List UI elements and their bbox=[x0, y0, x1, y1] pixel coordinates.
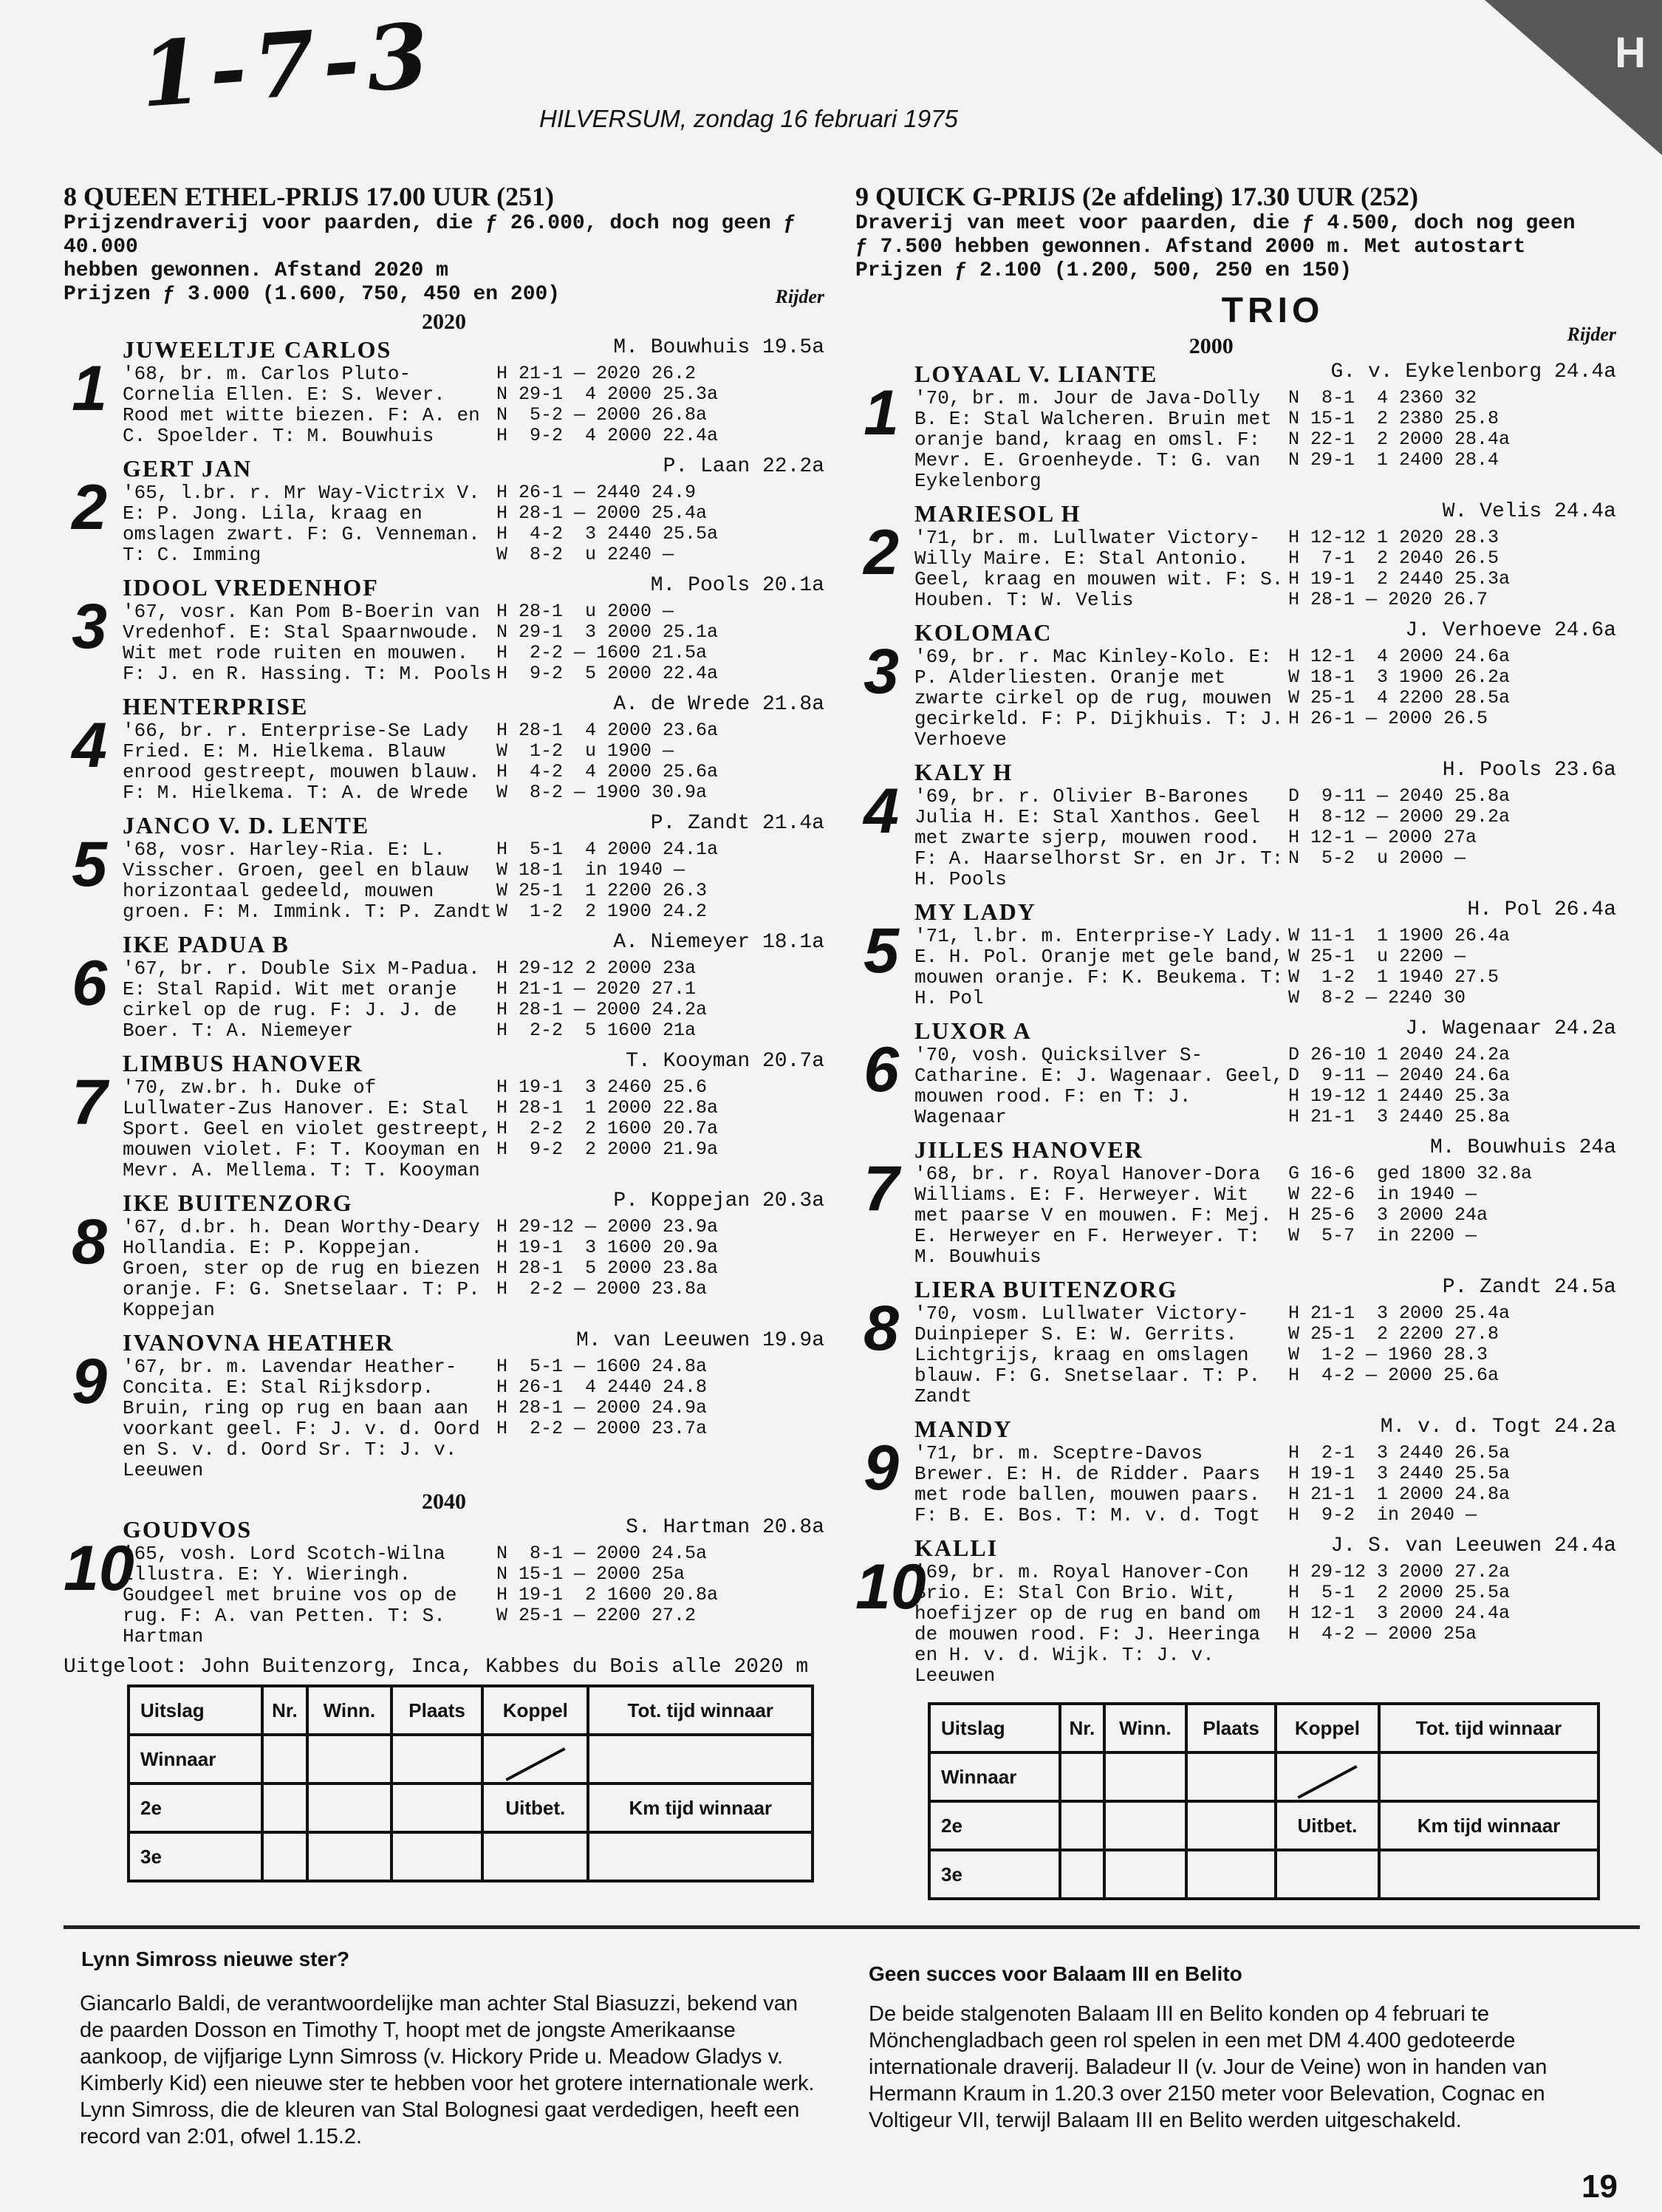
result-line: G 16-6 ged 1800 32.8a bbox=[1288, 1163, 1533, 1184]
driver-record: J. Wagenaar 24.2a bbox=[1405, 1017, 1616, 1040]
start-number: 2 bbox=[864, 517, 899, 588]
driver-record: G. v. Eykelenborg 24.4a bbox=[1330, 361, 1616, 383]
table-cell[interactable] bbox=[1060, 1801, 1104, 1850]
horse-entry bbox=[64, 1516, 824, 1647]
result-line: H 19-1 2 2440 25.3a bbox=[1288, 568, 1511, 590]
horse-name: KOLOMAC bbox=[914, 619, 1053, 646]
divider-line bbox=[64, 1925, 1640, 1929]
result-line: H 2-2 5 1600 21a bbox=[496, 1020, 697, 1041]
horse-description: '65, vosh. Lord Scotch-Wilna Illustra. E: Y. Wieringh. Goudgeel met bruine vos op de rug. F: A. van Petten. T: S. Hartman bbox=[123, 1543, 457, 1648]
horse-name: MARIESOL H bbox=[914, 500, 1081, 527]
horse-name: GERT JAN bbox=[123, 455, 253, 482]
start-number: 8 bbox=[72, 1206, 107, 1277]
table-cell[interactable] bbox=[1379, 1752, 1598, 1801]
result-line: H 7-1 2 2040 26.5 bbox=[1288, 547, 1499, 569]
horse-name: LIMBUS HANOVER bbox=[123, 1050, 363, 1076]
result-line: H 8-12 — 2000 29.2a bbox=[1288, 806, 1511, 827]
race-results bbox=[1288, 646, 1510, 750]
horse-name: GOUDVOS bbox=[123, 1516, 253, 1543]
nr-header: Nr. bbox=[1060, 1704, 1104, 1752]
result-line: W 8-2 u 2240 — bbox=[496, 544, 674, 565]
result-line: W 25-1 4 2200 28.5a bbox=[1288, 687, 1511, 709]
table-cell[interactable] bbox=[1186, 1850, 1276, 1899]
result-line: H 12-1 3 2000 24.4a bbox=[1288, 1602, 1511, 1624]
table-cell[interactable] bbox=[262, 1783, 307, 1832]
third-label: 3e bbox=[929, 1850, 1060, 1899]
uitgeloot-note: Uitgeloot: John Buitenzorg, Inca, Kabbes du Bois alle 2020 m bbox=[64, 1656, 809, 1679]
result-line: N 5-2 u 2000 — bbox=[1288, 847, 1466, 869]
race-8-header: 8 QUEEN ETHEL-PRIJS 17.00 UUR (251) bbox=[64, 182, 555, 211]
start-number: 1 bbox=[864, 378, 899, 448]
horse-entry bbox=[855, 898, 1616, 1008]
result-line: H 19-12 1 2440 25.3a bbox=[1288, 1085, 1511, 1107]
news-2-body: De beide stalgenoten Balaam III en Belito konden op 4 februari te Mönchengladbach geen rol spelen in een met DM 4.400 gedoteerde internationale draverij. Baladeur II (v. Jour de Veine) won in handen van Hermann Kraum in 1.20.3 over 2150 meter voor Belevation, Cognac en Voltigeur VII, terwijl Balaam III en Belito werden uitgeschakeld. bbox=[869, 2002, 1548, 2132]
driver-record: M. van Leeuwen 19.9a bbox=[575, 1329, 824, 1352]
result-line: H 9-2 2 2000 21.9a bbox=[496, 1139, 719, 1160]
horse-name: JILLES HANOVER bbox=[914, 1136, 1143, 1163]
horse-entry bbox=[855, 619, 1616, 750]
trio-label: TRIO bbox=[1221, 291, 1324, 330]
winnaar-label: Winnaar bbox=[929, 1752, 1060, 1801]
start-number: 9 bbox=[72, 1346, 107, 1417]
news-1-body: Giancarlo Baldi, de verantwoordelijke man achter Stal Biasuzzi, bekend van de paarden Dosson en Timothy T, hoopt met de jongste Amerikaanse aankoop, de vijfjarige Lynn Simross (v. Hickory Pride u. Meadow Gladys v. Kimberly Kid) een nieuwe ster te hebben voor het grotere internationale werk. Lynn Simross, die de kleuren van Stal Bolognesi gaat verdedigen, heeft een record van 2:01, ofwel 1.15.2. bbox=[80, 1992, 815, 2148]
race-results bbox=[1288, 1045, 1510, 1127]
page-number: 19 bbox=[1581, 2168, 1618, 2205]
start-number: 1 bbox=[72, 353, 107, 424]
driver-record: P. Zandt 21.4a bbox=[650, 812, 824, 835]
horse-description: '71, br. m. Sceptre-Davos Brewer. E: H. de Ridder. Paars met rode ballen, mouwen paars. F: B. E. Bos. T: M. v. d. Togt bbox=[914, 1442, 1261, 1526]
table-cell[interactable] bbox=[391, 1735, 482, 1783]
horse-name: IDOOL VREDENHOF bbox=[123, 574, 379, 601]
driver-record: H. Pools 23.6a bbox=[1442, 759, 1616, 782]
result-line: W 1-2 u 1900 — bbox=[496, 740, 674, 762]
distance-label: 2000 bbox=[1189, 334, 1234, 358]
horse-name: IVANOVNA HEATHER bbox=[123, 1329, 394, 1356]
result-line: W 22-6 in 1940 — bbox=[1288, 1184, 1477, 1205]
result-line: D 9-11 — 2040 25.8a bbox=[1288, 785, 1511, 807]
result-line: H 28-1 — 2000 24.9a bbox=[496, 1397, 708, 1419]
result-line: N 8-1 4 2360 32 bbox=[1288, 387, 1477, 409]
slash-mark bbox=[1297, 1765, 1357, 1799]
driver-record: S. Hartman 20.8a bbox=[626, 1516, 824, 1539]
start-number: 4 bbox=[72, 710, 107, 781]
second-label: 2e bbox=[929, 1801, 1060, 1850]
result-line: W 25-1 u 2200 — bbox=[1288, 946, 1466, 967]
start-number: 10 bbox=[855, 1552, 926, 1622]
race-results bbox=[1288, 926, 1510, 1008]
race-9-horse-list bbox=[855, 361, 1616, 1686]
driver-record: P. Laan 22.2a bbox=[663, 455, 824, 478]
result-table-race-8 bbox=[127, 1684, 814, 1882]
table-cell[interactable] bbox=[1060, 1850, 1104, 1899]
race-8-column bbox=[64, 181, 824, 1679]
result-line: H 28-1 — 2020 26.7 bbox=[1288, 589, 1488, 610]
result-line: W 18-1 in 1940 — bbox=[496, 859, 685, 881]
race-9-description: Draverij van meet voor paarden, die ƒ 4.500, doch nog geen ƒ 7.500 hebben gewonnen. Afstand 2000 m. Met autostart Prijzen ƒ 2.100 (1.200, 500, 250 en 150) bbox=[855, 212, 1576, 282]
driver-record: M. Bouwhuis 24a bbox=[1429, 1136, 1616, 1159]
horse-description: '68, br. m. Carlos Pluto-Cornelia Ellen. E: S. Wever. Rood met witte biezen. F: A. en C. Spoelder. T: M. Bouwhuis bbox=[123, 363, 480, 447]
dateline: HILVERSUM, zondag 16 februari 1975 bbox=[539, 105, 958, 132]
result-line: H 5-1 4 2000 24.1a bbox=[496, 839, 719, 860]
table-cell[interactable] bbox=[482, 1832, 588, 1881]
horse-name: JUWEELTJE CARLOS bbox=[123, 336, 392, 363]
result-line: H 28-1 4 2000 23.6a bbox=[496, 720, 719, 741]
result-line: H 2-2 — 1600 21.5a bbox=[496, 642, 708, 663]
result-line: H 4-2 4 2000 25.6a bbox=[496, 761, 719, 782]
start-number: 10 bbox=[64, 1533, 134, 1604]
result-line: W 25-1 2 2200 27.8 bbox=[1288, 1323, 1499, 1345]
start-number: 3 bbox=[864, 636, 899, 707]
driver-record: T. Kooyman 20.7a bbox=[626, 1050, 824, 1073]
horse-entry bbox=[64, 336, 824, 446]
table-cell[interactable] bbox=[588, 1832, 813, 1881]
start-number: 2 bbox=[72, 472, 107, 543]
race-results bbox=[1288, 1443, 1510, 1526]
table-cell[interactable] bbox=[262, 1832, 307, 1881]
horse-entry bbox=[64, 455, 824, 565]
table-cell[interactable] bbox=[1186, 1801, 1276, 1850]
start-number: 3 bbox=[72, 591, 107, 662]
table-cell[interactable] bbox=[1379, 1850, 1598, 1899]
race-results bbox=[496, 1356, 707, 1481]
result-line: N 5-2 — 2000 26.8a bbox=[496, 404, 708, 426]
table-cell[interactable] bbox=[1104, 1801, 1187, 1850]
result-line: H 21-1 — 2020 27.1 bbox=[496, 978, 697, 1000]
corner-letter: H bbox=[1615, 29, 1646, 77]
horse-name: LUXOR A bbox=[914, 1017, 1032, 1044]
result-line: W 5-7 in 2200 — bbox=[1288, 1225, 1477, 1246]
slash-mark bbox=[505, 1747, 565, 1781]
result-table-race-9 bbox=[928, 1702, 1600, 1900]
horse-description: '69, br. m. Royal Hanover-Con Brio. E: Stal Con Brio. Wit, hoefijzer op de rug en band om de mouwen rood. F: J. Heeringa en H. v. d. Wijk. T: J. v. Leeuwen bbox=[914, 1561, 1261, 1687]
news-1-title: Lynn Simross nieuwe ster? bbox=[81, 1948, 350, 1970]
horse-entry bbox=[855, 1535, 1616, 1686]
nr-header: Nr. bbox=[262, 1686, 307, 1735]
result-line: H 26-1 — 2000 26.5 bbox=[1288, 708, 1488, 729]
result-line: W 8-2 — 1900 30.9a bbox=[496, 782, 708, 803]
result-line: H 21-1 — 2020 26.2 bbox=[496, 363, 697, 384]
distance-label: 2020 bbox=[422, 310, 466, 334]
horse-description: '71, l.br. m. Enterprise-Y Lady. E. H. Pol. Oranje met gele band, mouwen oranje. F: K. Beukema. T: H. Pol bbox=[914, 925, 1284, 1009]
horse-description: '70, vosm. Lullwater Victory-Duinpieper S. E: W. Gerrits. Lichtgrijs, kraag en omslagen blauw. F: G. Snetselaar. T: P. Zandt bbox=[914, 1303, 1261, 1407]
second-label: 2e bbox=[129, 1783, 262, 1832]
result-line: H 2-1 3 2440 26.5a bbox=[1288, 1442, 1511, 1464]
rijder-label: Rijder bbox=[1567, 324, 1616, 345]
horse-description: '71, br. m. Lullwater Victory-Willy Maire. E: Stal Antonio. Geel, kraag en mouwen wit. F: S. Houben. T: W. Velis bbox=[914, 527, 1284, 611]
result-line: N 15-1 2 2380 25.8 bbox=[1288, 408, 1499, 429]
winn-header: Winn. bbox=[1104, 1704, 1187, 1752]
plaats-header: Plaats bbox=[391, 1686, 482, 1735]
tot-tijd-header: Tot. tijd winnaar bbox=[588, 1686, 813, 1735]
result-line: H 28-1 u 2000 — bbox=[496, 601, 674, 622]
rijder-label: Rijder bbox=[775, 286, 824, 307]
horse-name: JANCO V. D. LENTE bbox=[123, 812, 370, 839]
result-line: H 19-1 3 2440 25.5a bbox=[1288, 1463, 1511, 1484]
race-results bbox=[496, 601, 718, 684]
result-line: W 11-1 1 1900 26.4a bbox=[1288, 925, 1511, 946]
result-line: H 29-12 — 2000 23.9a bbox=[496, 1216, 719, 1238]
start-number: 9 bbox=[864, 1433, 899, 1503]
third-label: 3e bbox=[129, 1832, 262, 1881]
news-2-title: Geen succes voor Balaam III en Belito bbox=[869, 1962, 1242, 1985]
result-line: W 1-2 — 1960 28.3 bbox=[1288, 1344, 1488, 1365]
horse-description: '69, br. r. Olivier B-Barones Julia H. E: Stal Xanthos. Geel met zwarte sjerp, mouwen rood. F: A. Haarselhorst Sr. en Jr. T: H. Pools bbox=[914, 785, 1284, 890]
km-tijd-label: Km tijd winnaar bbox=[588, 1783, 813, 1832]
result-line: H 19-1 3 1600 20.9a bbox=[496, 1237, 719, 1258]
uitbet-label: Uitbet. bbox=[482, 1783, 588, 1832]
horse-description: '67, br. m. Lavendar Heather-Concita. E: Stal Rijksdorp. Bruin, ring op rug en baan aan voorkant geel. F: J. v. d. Oord en S. v. d. Oord Sr. T: J. v. Leeuwen bbox=[123, 1356, 480, 1481]
horse-name: LIERA BUITENZORG bbox=[914, 1276, 1178, 1303]
start-number: 8 bbox=[864, 1293, 899, 1364]
race-results bbox=[496, 1077, 718, 1181]
horse-description: '68, br. r. Royal Hanover-Dora Williams. E: F. Herweyer. Wit met paarse V en mouwen. F: Mej. E. Herweyer en F. Herweyer. T: M. Bouwhuis bbox=[914, 1163, 1272, 1268]
driver-record: P. Koppejan 20.3a bbox=[613, 1189, 824, 1212]
result-line: H 12-12 1 2020 28.3 bbox=[1288, 527, 1499, 548]
horse-name: KALLI bbox=[914, 1535, 999, 1561]
result-line: H 4-2 — 2000 25a bbox=[1288, 1623, 1477, 1645]
race-results bbox=[496, 363, 718, 446]
race-results bbox=[496, 1543, 718, 1647]
horse-name: LOYAAL V. LIANTE bbox=[914, 361, 1158, 387]
table-cell[interactable] bbox=[1276, 1850, 1379, 1899]
corner-tab bbox=[1485, 0, 1662, 155]
result-line: H 21-1 1 2000 24.8a bbox=[1288, 1484, 1511, 1505]
result-line: H 19-1 3 2460 25.6 bbox=[496, 1076, 708, 1098]
race-results bbox=[1288, 1164, 1532, 1267]
horse-description: '65, l.br. r. Mr Way-Victrix V. E: P. Jong. Lila, kraag en omslagen zwart. F: G. Venneman. T: C. Imming bbox=[123, 482, 480, 566]
horse-entry bbox=[855, 1276, 1616, 1407]
uitslag-header: Uitslag bbox=[929, 1704, 1060, 1752]
result-line: H 12-1 — 2000 27a bbox=[1288, 827, 1477, 848]
driver-record: M. Pools 20.1a bbox=[650, 574, 824, 597]
race-results bbox=[1288, 528, 1510, 610]
race-results bbox=[1288, 786, 1510, 890]
horse-name: IKE BUITENZORG bbox=[123, 1189, 353, 1216]
horse-entry bbox=[64, 1329, 824, 1481]
horse-name: KALY H bbox=[914, 759, 1013, 785]
horse-entry bbox=[64, 931, 824, 1041]
table-cell[interactable] bbox=[307, 1735, 391, 1783]
uitbet-label: Uitbet. bbox=[1276, 1801, 1379, 1850]
driver-record: W. Velis 24.4a bbox=[1442, 500, 1616, 523]
horse-description: '67, br. r. Double Six M-Padua. E: Stal Rapid. Wit met oranje cirkel op de rug. F: J. J. de Boer. T: A. Niemeyer bbox=[123, 957, 480, 1042]
koppel-header: Koppel bbox=[1276, 1704, 1379, 1752]
handwritten-note: 1-7-3 bbox=[137, 3, 440, 128]
result-line: N 29-1 4 2000 25.3a bbox=[496, 383, 719, 405]
race-8-description: Prijzendraverij voor paarden, die ƒ 26.000, doch nog geen ƒ 40.000 hebben gewonnen. Afstand 2020 m Prijzen ƒ 3.000 (1.600, 750, 450 en 200) bbox=[64, 212, 796, 306]
table-cell[interactable] bbox=[1104, 1850, 1187, 1899]
horse-entry bbox=[855, 759, 1616, 890]
table-cell[interactable] bbox=[1060, 1752, 1104, 1801]
plaats-header: Plaats bbox=[1186, 1704, 1276, 1752]
result-line: H 28-1 1 2000 22.8a bbox=[496, 1097, 719, 1119]
horse-description: '67, vosr. Kan Pom B-Boerin van Vredenhof. E: Stal Spaarnwoude. Wit met rode ruiten en mouwen. F: J. en R. Hassing. T: M. Pools bbox=[123, 601, 492, 685]
horse-entry bbox=[64, 574, 824, 684]
uitslag-header: Uitslag bbox=[129, 1686, 262, 1735]
table-cell[interactable] bbox=[1104, 1752, 1187, 1801]
result-line: H 19-1 2 1600 20.8a bbox=[496, 1584, 719, 1605]
result-line: H 29-12 3 2000 27.2a bbox=[1288, 1561, 1511, 1583]
horse-description: '70, br. m. Jour de Java-Dolly B. E: Stal Walcheren. Bruin met oranje band, kraag en omsl. F: Mevr. E. Groenheyde. T: G. van Eykelenborg bbox=[914, 387, 1272, 492]
horse-name: MANDY bbox=[914, 1416, 1013, 1442]
horse-description: '67, d.br. h. Dean Worthy-Deary Hollandia. E: P. Koppejan. Groen, ster op de rug en biezen oranje. F: G. Snetselaar. T: P. Koppejan bbox=[123, 1216, 480, 1321]
result-line: D 26-10 1 2040 24.2a bbox=[1288, 1044, 1511, 1065]
result-line: D 9-11 — 2040 24.6a bbox=[1288, 1065, 1511, 1086]
result-line: H 5-1 — 1600 24.8a bbox=[496, 1356, 708, 1377]
driver-record: J. Verhoeve 24.6a bbox=[1405, 619, 1616, 642]
result-line: H 12-1 4 2000 24.6a bbox=[1288, 646, 1511, 667]
race-results bbox=[1288, 1562, 1510, 1686]
result-line: H 4-2 — 2000 25.6a bbox=[1288, 1365, 1499, 1386]
driver-record: J. S. van Leeuwen 24.4a bbox=[1330, 1535, 1616, 1557]
result-line: N 15-1 — 2000 25a bbox=[496, 1563, 685, 1585]
result-line: N 22-1 2 2000 28.4a bbox=[1288, 429, 1511, 450]
koppel-slash-cell bbox=[482, 1735, 588, 1783]
koppel-slash-cell bbox=[1276, 1752, 1379, 1801]
start-number: 4 bbox=[864, 776, 899, 847]
result-line: H 21-1 3 2000 25.4a bbox=[1288, 1303, 1511, 1324]
horse-description: '69, br. r. Mac Kinley-Kolo. E: P. Alderliesten. Oranje met zwarte cirkel op de rug, mouwen gecirkeld. F: P. Dijkhuis. T: J. Verhoeve bbox=[914, 646, 1284, 751]
race-results bbox=[1288, 388, 1510, 491]
table-cell[interactable] bbox=[262, 1735, 307, 1783]
start-number: 5 bbox=[864, 915, 899, 986]
start-number: 6 bbox=[72, 948, 107, 1019]
horse-entry bbox=[64, 1189, 824, 1320]
horse-description: '70, vosh. Quicksilver S-Catharine. E: J. Wagenaar. Geel, mouwen rood. F: en T: J. Wagenaar bbox=[914, 1044, 1284, 1128]
result-line: N 29-1 1 2400 28.4 bbox=[1288, 449, 1499, 471]
race-results bbox=[496, 839, 718, 922]
result-line: H 4-2 3 2440 25.5a bbox=[496, 523, 719, 545]
horse-name: IKE PADUA B bbox=[123, 931, 290, 957]
horse-entry bbox=[855, 1136, 1616, 1267]
result-line: W 1-2 2 1900 24.2 bbox=[496, 901, 708, 922]
horse-entry bbox=[64, 1050, 824, 1181]
result-line: H 5-1 2 2000 25.5a bbox=[1288, 1582, 1511, 1603]
horse-entry bbox=[64, 812, 824, 922]
result-line: W 25-1 1 2200 26.3 bbox=[496, 880, 708, 901]
result-line: H 2-2 2 1600 20.7a bbox=[496, 1118, 719, 1139]
result-line: H 9-2 in 2040 — bbox=[1288, 1504, 1477, 1526]
koppel-header: Koppel bbox=[482, 1686, 588, 1735]
driver-record: P. Zandt 24.5a bbox=[1442, 1276, 1616, 1299]
result-line: W 1-2 1 1940 27.5 bbox=[1288, 966, 1499, 988]
result-line: N 8-1 — 2000 24.5a bbox=[496, 1543, 708, 1564]
race-results bbox=[496, 482, 718, 565]
table-cell[interactable] bbox=[1186, 1752, 1276, 1801]
horse-entry bbox=[855, 361, 1616, 491]
start-number: 5 bbox=[72, 829, 107, 900]
table-cell[interactable] bbox=[391, 1783, 482, 1832]
start-number: 7 bbox=[864, 1153, 899, 1224]
race-9-column bbox=[855, 181, 1616, 1695]
table-cell[interactable] bbox=[307, 1783, 391, 1832]
driver-record: A. Niemeyer 18.1a bbox=[613, 931, 824, 954]
horse-name: MY LADY bbox=[914, 898, 1036, 925]
result-line: H 29-12 2 2000 23a bbox=[496, 957, 697, 979]
race-results bbox=[496, 720, 718, 803]
horse-entry bbox=[855, 1416, 1616, 1526]
result-line: H 2-2 — 2000 23.8a bbox=[496, 1278, 708, 1300]
table-cell[interactable] bbox=[391, 1832, 482, 1881]
winn-header: Winn. bbox=[307, 1686, 391, 1735]
result-line: H 9-2 4 2000 22.4a bbox=[496, 425, 719, 446]
horse-description: '66, br. r. Enterprise-Se Lady Fried. E: M. Hielkema. Blauw enrood gestreept, mouwen blauw. F: M. Hielkema. T: A. de Wrede bbox=[123, 720, 480, 804]
result-line: N 29-1 3 2000 25.1a bbox=[496, 621, 719, 643]
race-8-horse-list bbox=[64, 336, 824, 1647]
race-results bbox=[496, 1217, 718, 1320]
km-tijd-label: Km tijd winnaar bbox=[1379, 1801, 1598, 1850]
tot-tijd-header: Tot. tijd winnaar bbox=[1379, 1704, 1598, 1752]
result-line: H 28-1 5 2000 23.8a bbox=[496, 1257, 719, 1279]
result-line: H 28-1 — 2000 25.4a bbox=[496, 502, 708, 524]
race-results bbox=[1288, 1303, 1510, 1407]
horse-entry bbox=[855, 1017, 1616, 1127]
driver-record: M. v. d. Togt 24.2a bbox=[1380, 1416, 1616, 1438]
result-line: W 18-1 3 1900 26.2a bbox=[1288, 666, 1511, 688]
result-line: W 25-1 — 2200 27.2 bbox=[496, 1605, 697, 1626]
result-line: W 8-2 — 2240 30 bbox=[1288, 987, 1466, 1008]
result-line: H 9-2 5 2000 22.4a bbox=[496, 663, 719, 684]
table-cell[interactable] bbox=[588, 1735, 813, 1783]
result-line: H 25-6 3 2000 24a bbox=[1288, 1204, 1488, 1226]
driver-record: A. de Wrede 21.8a bbox=[613, 693, 824, 716]
race-results bbox=[496, 958, 707, 1041]
result-line: H 28-1 — 2000 24.2a bbox=[496, 999, 708, 1020]
horse-entry bbox=[64, 693, 824, 803]
driver-record: H. Pol 26.4a bbox=[1467, 898, 1616, 921]
horse-description: '68, vosr. Harley-Ria. E: L. Visscher. Groen, geel en blauw horizontaal gedeeld, mouwen groen. F: M. Immink. T: P. Zandt bbox=[123, 839, 492, 923]
horse-description: '70, zw.br. h. Duke of Lullwater-Zus Hanover. E: Stal Sport. Geel en violet gestreept, mouwen violet. F: T. Kooyman en Mevr. A. Mellema. T: T. Kooyman bbox=[123, 1076, 492, 1181]
driver-record: M. Bouwhuis 19.5a bbox=[613, 336, 824, 359]
result-line: H 26-1 4 2440 24.8 bbox=[496, 1376, 708, 1398]
table-cell[interactable] bbox=[307, 1832, 391, 1881]
race-9-header: 9 QUICK G-PRIJS (2e afdeling) 17.30 UUR (252) bbox=[855, 182, 1418, 211]
distance-label: 2040 bbox=[422, 1489, 466, 1514]
result-line: H 2-2 — 2000 23.7a bbox=[496, 1418, 708, 1439]
horse-name: HENTERPRISE bbox=[123, 693, 309, 720]
winnaar-label: Winnaar bbox=[129, 1735, 262, 1783]
start-number: 7 bbox=[72, 1067, 107, 1138]
start-number: 6 bbox=[864, 1034, 899, 1105]
result-line: H 26-1 — 2440 24.9 bbox=[496, 482, 697, 503]
horse-entry bbox=[855, 500, 1616, 610]
result-line: H 21-1 3 2440 25.8a bbox=[1288, 1106, 1511, 1127]
